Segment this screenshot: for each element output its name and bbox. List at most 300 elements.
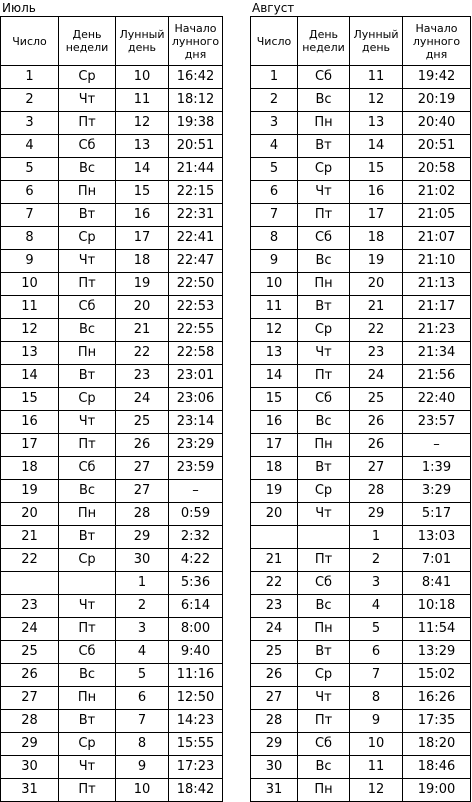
- lunar-start-cell: 4:22: [169, 549, 223, 572]
- date-cell: 23: [251, 595, 298, 618]
- weekday-cell: Сб: [59, 296, 116, 319]
- lunar-day-cell: 14: [350, 135, 403, 158]
- lunar-start-cell: 21:44: [169, 158, 223, 181]
- lunar-day-cell: 19: [116, 273, 169, 296]
- date-cell: 12: [251, 319, 298, 342]
- lunar-start-cell: 2:32: [169, 526, 223, 549]
- lunar-start-cell: 21:07: [403, 227, 471, 250]
- weekday-cell: Вт: [298, 135, 350, 158]
- lunar-day-cell: 1: [116, 572, 169, 595]
- lunar-start-cell: 21:56: [403, 365, 471, 388]
- weekday-cell: Сб: [59, 457, 116, 480]
- date-cell: 6: [251, 181, 298, 204]
- date-cell: 17: [251, 434, 298, 457]
- lunar-day-cell: 17: [116, 227, 169, 250]
- weekday-cell: Чт: [59, 250, 116, 273]
- july-title: Июль: [2, 1, 36, 15]
- lunar-day-cell: 29: [116, 526, 169, 549]
- date-cell: 10: [251, 273, 298, 296]
- table-row: [1, 503, 223, 526]
- date-cell: 19: [1, 480, 59, 503]
- lunar-day-cell: 27: [116, 457, 169, 480]
- weekday-cell: Чт: [298, 687, 350, 710]
- lunar-start-cell: 0:59: [169, 503, 223, 526]
- table-row: [251, 618, 471, 641]
- table-row: [1, 526, 223, 549]
- table-row: [251, 204, 471, 227]
- lunar-start-cell: 11:16: [169, 664, 223, 687]
- weekday-cell: Чт: [59, 89, 116, 112]
- date-cell: 4: [251, 135, 298, 158]
- weekday-cell: Ср: [59, 733, 116, 756]
- lunar-day-cell: 15: [116, 181, 169, 204]
- lunar-start-cell: 7:01: [403, 549, 471, 572]
- lunar-start-cell: 10:18: [403, 595, 471, 618]
- date-cell: 9: [1, 250, 59, 273]
- date-cell: 26: [1, 664, 59, 687]
- lunar-start-cell: 23:01: [169, 365, 223, 388]
- date-cell: 5: [1, 158, 59, 181]
- lunar-day-cell: 27: [350, 457, 403, 480]
- table-row: [1, 66, 223, 89]
- table-row: [1, 112, 223, 135]
- date-cell: 11: [251, 296, 298, 319]
- weekday-cell: Пт: [59, 273, 116, 296]
- date-cell: 25: [251, 641, 298, 664]
- lunar-start-cell: 16:26: [403, 687, 471, 710]
- table-row: [251, 457, 471, 480]
- date-cell: 7: [1, 204, 59, 227]
- table-row: [251, 664, 471, 687]
- table-row: [251, 503, 471, 526]
- date-cell: 17: [1, 434, 59, 457]
- table-row: [1, 388, 223, 411]
- august-table-body: [251, 66, 471, 802]
- lunar-day-cell: 30: [116, 549, 169, 572]
- lunar-start-cell: 20:51: [169, 135, 223, 158]
- date-cell: 13: [1, 342, 59, 365]
- weekday-cell: Вт: [298, 296, 350, 319]
- weekday-cell: Пн: [59, 503, 116, 526]
- lunar-start-cell: 21:17: [403, 296, 471, 319]
- lunar-day-cell: 1: [350, 526, 403, 549]
- lunar-day-cell: 11: [350, 756, 403, 779]
- lunar-start-cell: –: [169, 480, 223, 503]
- weekday-cell: Сб: [298, 733, 350, 756]
- weekday-cell: Пт: [59, 434, 116, 457]
- lunar-start-cell: 5:17: [403, 503, 471, 526]
- lunar-start-cell: 21:13: [403, 273, 471, 296]
- weekday-cell: Вс: [59, 158, 116, 181]
- lunar-start-cell: 19:42: [403, 66, 471, 89]
- weekday-cell: Сб: [298, 572, 350, 595]
- table-row: [1, 204, 223, 227]
- table-row: [1, 296, 223, 319]
- table-row: [251, 296, 471, 319]
- lunar-day-cell: 22: [350, 319, 403, 342]
- date-cell: 3: [1, 112, 59, 135]
- lunar-day-cell: 3: [116, 618, 169, 641]
- lunar-start-cell: 21:34: [403, 342, 471, 365]
- lunar-day-cell: 9: [116, 756, 169, 779]
- lunar-start-cell: 20:19: [403, 89, 471, 112]
- lunar-day-cell: 21: [350, 296, 403, 319]
- weekday-cell: Пт: [298, 204, 350, 227]
- weekday-cell: [59, 572, 116, 595]
- date-cell: 12: [1, 319, 59, 342]
- lunar-day-cell: 10: [116, 66, 169, 89]
- date-cell: 14: [251, 365, 298, 388]
- date-cell: 9: [251, 250, 298, 273]
- weekday-cell: Пн: [59, 181, 116, 204]
- table-row: [251, 411, 471, 434]
- table-row: [251, 89, 471, 112]
- lunar-start-cell: 22:47: [169, 250, 223, 273]
- weekday-cell: Вс: [298, 250, 350, 273]
- lunar-day-cell: 26: [116, 434, 169, 457]
- date-cell: 8: [251, 227, 298, 250]
- lunar-start-cell: –: [403, 434, 471, 457]
- table-row: [251, 526, 471, 549]
- lunar-day-cell: 15: [350, 158, 403, 181]
- table-row: [1, 273, 223, 296]
- table-row: [251, 687, 471, 710]
- table-row: [251, 66, 471, 89]
- table-row: [251, 227, 471, 250]
- lunar-day-cell: 24: [116, 388, 169, 411]
- lunar-start-cell: 5:36: [169, 572, 223, 595]
- weekday-cell: Ср: [298, 480, 350, 503]
- lunar-start-cell: 22:55: [169, 319, 223, 342]
- table-row: [1, 342, 223, 365]
- july-table-body: [1, 66, 223, 802]
- table-row: [251, 595, 471, 618]
- weekday-cell: Пт: [298, 549, 350, 572]
- date-cell: 7: [251, 204, 298, 227]
- lunar-day-cell: 11: [116, 89, 169, 112]
- weekday-cell: Вс: [298, 595, 350, 618]
- lunar-day-cell: 17: [350, 204, 403, 227]
- lunar-day-cell: 10: [350, 733, 403, 756]
- weekday-cell: Пн: [59, 342, 116, 365]
- table-row: [1, 733, 223, 756]
- lunar-start-cell: 20:58: [403, 158, 471, 181]
- lunar-day-cell: 12: [350, 89, 403, 112]
- weekday-cell: Пт: [59, 112, 116, 135]
- weekday-cell: Пт: [59, 618, 116, 641]
- date-cell: 14: [1, 365, 59, 388]
- weekday-cell: Пн: [59, 687, 116, 710]
- date-cell: 21: [251, 549, 298, 572]
- weekday-cell: Пн: [298, 434, 350, 457]
- lunar-start-cell: 8:41: [403, 572, 471, 595]
- weekday-cell: Ср: [59, 388, 116, 411]
- weekday-cell: Сб: [59, 135, 116, 158]
- lunar-day-cell: 4: [116, 641, 169, 664]
- lunar-start-cell: 6:14: [169, 595, 223, 618]
- weekday-cell: Ср: [59, 66, 116, 89]
- table-row: [251, 572, 471, 595]
- lunar-day-cell: 24: [350, 365, 403, 388]
- weekday-cell: Ср: [298, 664, 350, 687]
- table-row: [1, 641, 223, 664]
- lunar-start-cell: 21:05: [403, 204, 471, 227]
- lunar-start-cell: 22:15: [169, 181, 223, 204]
- date-cell: 27: [1, 687, 59, 710]
- table-row: [1, 549, 223, 572]
- date-cell: 24: [1, 618, 59, 641]
- date-cell: 30: [1, 756, 59, 779]
- date-cell: 26: [251, 664, 298, 687]
- date-cell: 10: [1, 273, 59, 296]
- weekday-cell: Вт: [59, 710, 116, 733]
- header-date: Число: [251, 17, 298, 66]
- lunar-start-cell: 3:29: [403, 480, 471, 503]
- lunar-day-cell: 6: [116, 687, 169, 710]
- lunar-start-cell: 23:29: [169, 434, 223, 457]
- lunar-day-cell: 7: [116, 710, 169, 733]
- table-row: [251, 273, 471, 296]
- lunar-day-cell: 16: [116, 204, 169, 227]
- weekday-cell: Вс: [298, 411, 350, 434]
- lunar-start-cell: 23:06: [169, 388, 223, 411]
- lunar-start-cell: 8:00: [169, 618, 223, 641]
- weekday-cell: Пт: [298, 710, 350, 733]
- lunar-start-cell: 19:38: [169, 112, 223, 135]
- weekday-cell: Ср: [298, 319, 350, 342]
- table-row: [251, 365, 471, 388]
- table-row: [251, 641, 471, 664]
- weekday-cell: Вс: [298, 89, 350, 112]
- date-cell: [1, 572, 59, 595]
- weekday-cell: Вт: [59, 204, 116, 227]
- table-row: [251, 388, 471, 411]
- lunar-start-cell: 23:14: [169, 411, 223, 434]
- table-row: [1, 319, 223, 342]
- weekday-cell: Чт: [59, 411, 116, 434]
- lunar-day-cell: 13: [350, 112, 403, 135]
- table-row: [1, 595, 223, 618]
- lunar-day-cell: 25: [116, 411, 169, 434]
- lunar-start-cell: 21:02: [403, 181, 471, 204]
- lunar-day-cell: 10: [116, 779, 169, 802]
- date-cell: 22: [1, 549, 59, 572]
- lunar-start-cell: 21:10: [403, 250, 471, 273]
- lunar-day-cell: 25: [350, 388, 403, 411]
- weekday-cell: Сб: [298, 227, 350, 250]
- table-row: [1, 572, 223, 595]
- lunar-start-cell: 22:53: [169, 296, 223, 319]
- lunar-day-cell: 2: [350, 549, 403, 572]
- table-row: [251, 181, 471, 204]
- date-cell: 6: [1, 181, 59, 204]
- weekday-cell: Чт: [298, 342, 350, 365]
- weekday-cell: Сб: [298, 388, 350, 411]
- lunar-start-cell: 17:35: [403, 710, 471, 733]
- table-row: [251, 250, 471, 273]
- date-cell: 22: [251, 572, 298, 595]
- date-cell: 16: [1, 411, 59, 434]
- lunar-day-cell: 19: [350, 250, 403, 273]
- date-cell: 31: [1, 779, 59, 802]
- weekday-cell: Пн: [298, 779, 350, 802]
- table-row: [251, 549, 471, 572]
- table-row: [1, 434, 223, 457]
- lunar-day-cell: 28: [350, 480, 403, 503]
- lunar-day-cell: 20: [350, 273, 403, 296]
- table-row: [1, 618, 223, 641]
- weekday-cell: Вт: [298, 457, 350, 480]
- lunar-day-cell: 3: [350, 572, 403, 595]
- lunar-day-cell: 5: [350, 618, 403, 641]
- table-row: [1, 181, 223, 204]
- lunar-day-cell: 26: [350, 411, 403, 434]
- lunar-start-cell: 15:02: [403, 664, 471, 687]
- lunar-day-cell: 27: [116, 480, 169, 503]
- lunar-start-cell: 18:46: [403, 756, 471, 779]
- lunar-day-cell: 23: [350, 342, 403, 365]
- date-cell: 2: [251, 89, 298, 112]
- header-date: Число: [1, 17, 59, 66]
- date-cell: 28: [251, 710, 298, 733]
- lunar-day-cell: 23: [116, 365, 169, 388]
- lunar-day-cell: 14: [116, 158, 169, 181]
- lunar-day-cell: 26: [350, 434, 403, 457]
- weekday-cell: Вс: [59, 319, 116, 342]
- date-cell: 21: [1, 526, 59, 549]
- date-cell: 20: [251, 503, 298, 526]
- july-section: [0, 0, 222, 802]
- weekday-cell: Пн: [298, 112, 350, 135]
- table-row: [1, 250, 223, 273]
- table-row: [251, 319, 471, 342]
- lunar-day-cell: 28: [116, 503, 169, 526]
- weekday-cell: Вс: [298, 756, 350, 779]
- date-cell: 18: [1, 457, 59, 480]
- lunar-start-cell: 14:23: [169, 710, 223, 733]
- weekday-cell: Ср: [59, 549, 116, 572]
- date-cell: 8: [1, 227, 59, 250]
- header-weekday: День недели: [59, 17, 116, 66]
- date-cell: 1: [1, 66, 59, 89]
- lunar-day-cell: 11: [350, 66, 403, 89]
- lunar-day-cell: 8: [350, 687, 403, 710]
- table-row: [1, 664, 223, 687]
- lunar-day-cell: 9: [350, 710, 403, 733]
- lunar-day-cell: 2: [116, 595, 169, 618]
- weekday-cell: Вс: [59, 664, 116, 687]
- lunar-day-cell: 22: [116, 342, 169, 365]
- lunar-day-cell: 12: [116, 112, 169, 135]
- date-cell: 11: [1, 296, 59, 319]
- lunar-day-cell: 29: [350, 503, 403, 526]
- lunar-start-cell: 12:50: [169, 687, 223, 710]
- table-row: [1, 158, 223, 181]
- lunar-day-cell: 18: [350, 227, 403, 250]
- lunar-day-cell: 13: [116, 135, 169, 158]
- august-section: [250, 0, 470, 802]
- lunar-start-cell: 15:55: [169, 733, 223, 756]
- date-cell: 31: [251, 779, 298, 802]
- date-cell: 15: [1, 388, 59, 411]
- lunar-start-cell: 22:41: [169, 227, 223, 250]
- date-cell: 30: [251, 756, 298, 779]
- lunar-start-cell: 1:39: [403, 457, 471, 480]
- weekday-cell: Чт: [59, 595, 116, 618]
- header-lunar-start: Начало лунного дня: [169, 17, 223, 66]
- august-table: [250, 16, 471, 802]
- date-cell: 4: [1, 135, 59, 158]
- date-cell: 27: [251, 687, 298, 710]
- date-cell: 3: [251, 112, 298, 135]
- table-row: [251, 733, 471, 756]
- weekday-cell: Пн: [298, 273, 350, 296]
- table-row: [251, 710, 471, 733]
- august-header-row: [251, 17, 471, 66]
- date-cell: 2: [1, 89, 59, 112]
- weekday-cell: Чт: [298, 503, 350, 526]
- lunar-start-cell: 16:42: [169, 66, 223, 89]
- table-row: [251, 756, 471, 779]
- weekday-cell: Ср: [298, 158, 350, 181]
- lunar-day-cell: 8: [116, 733, 169, 756]
- august-title: Август: [252, 1, 295, 15]
- weekday-cell: Вт: [59, 365, 116, 388]
- table-row: [1, 135, 223, 158]
- lunar-start-cell: 22:31: [169, 204, 223, 227]
- lunar-start-cell: 18:42: [169, 779, 223, 802]
- weekday-cell: Пт: [298, 365, 350, 388]
- header-lunar-day: Лунный день: [350, 17, 403, 66]
- lunar-day-cell: 18: [116, 250, 169, 273]
- weekday-cell: Вт: [298, 641, 350, 664]
- july-table: [0, 16, 223, 802]
- lunar-start-cell: 22:50: [169, 273, 223, 296]
- lunar-day-cell: 20: [116, 296, 169, 319]
- table-row: [1, 365, 223, 388]
- lunar-start-cell: 13:29: [403, 641, 471, 664]
- lunar-day-cell: 12: [350, 779, 403, 802]
- header-lunar-day: Лунный день: [116, 17, 169, 66]
- table-row: [1, 227, 223, 250]
- table-row: [251, 480, 471, 503]
- date-cell: 18: [251, 457, 298, 480]
- date-cell: 20: [1, 503, 59, 526]
- lunar-day-cell: 5: [116, 664, 169, 687]
- date-cell: 24: [251, 618, 298, 641]
- date-cell: 28: [1, 710, 59, 733]
- july-header-row: [1, 17, 223, 66]
- table-row: [1, 457, 223, 480]
- weekday-cell: Сб: [59, 641, 116, 664]
- header-lunar-start: Начало лунного дня: [403, 17, 471, 66]
- lunar-start-cell: 23:59: [169, 457, 223, 480]
- lunar-start-cell: 22:58: [169, 342, 223, 365]
- table-row: [1, 89, 223, 112]
- date-cell: 23: [1, 595, 59, 618]
- header-weekday: День недели: [298, 17, 350, 66]
- weekday-cell: Вт: [59, 526, 116, 549]
- table-row: [251, 135, 471, 158]
- lunar-start-cell: 18:20: [403, 733, 471, 756]
- date-cell: [251, 526, 298, 549]
- lunar-start-cell: 9:40: [169, 641, 223, 664]
- lunar-start-cell: 17:23: [169, 756, 223, 779]
- table-row: [1, 756, 223, 779]
- weekday-cell: Пт: [59, 779, 116, 802]
- lunar-start-cell: 11:54: [403, 618, 471, 641]
- lunar-start-cell: 21:23: [403, 319, 471, 342]
